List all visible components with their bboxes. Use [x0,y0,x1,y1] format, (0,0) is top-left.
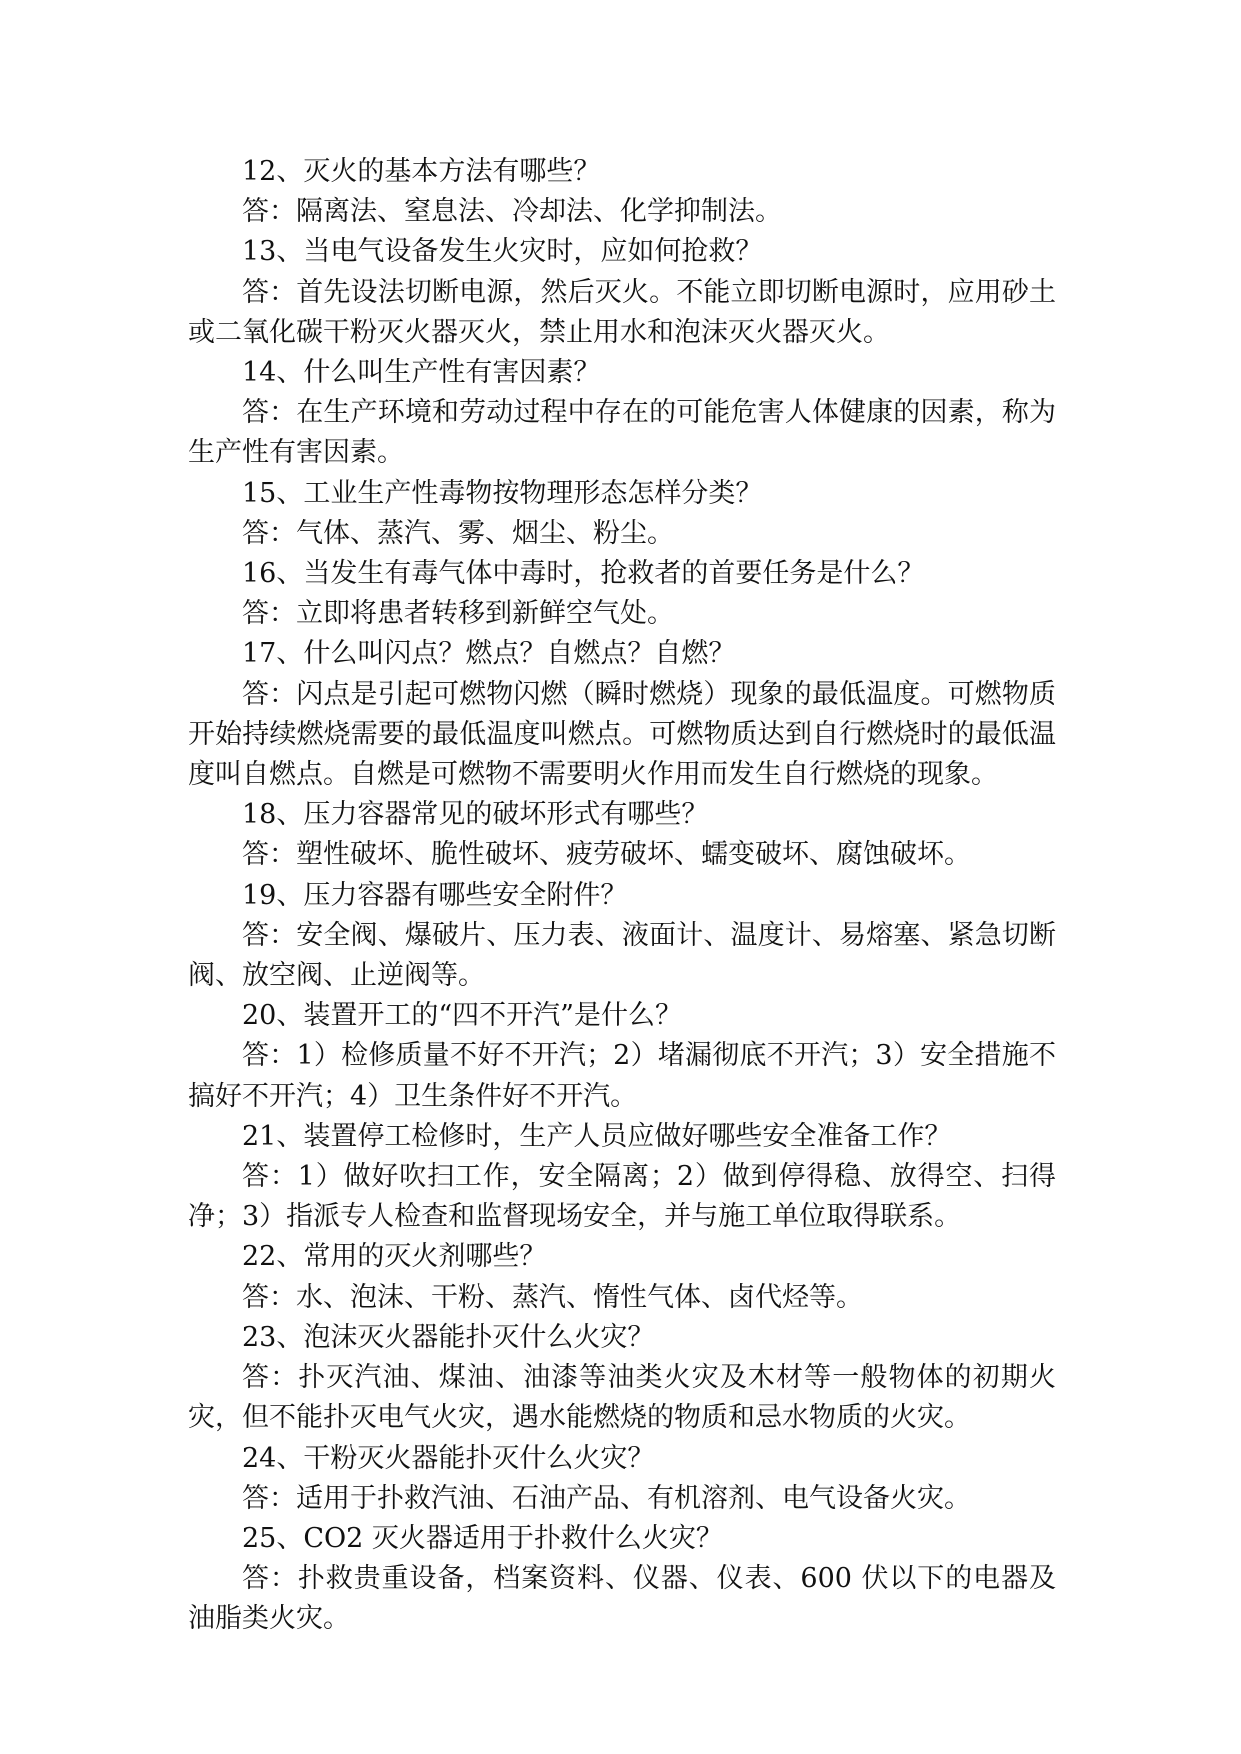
question-22: 22、常用的灭火剂哪些？ [242,1241,547,1273]
document-body [188,152,1056,1640]
question-15: 15、工业生产性毒物按物理形态怎样分类？ [242,477,763,509]
answer-18: 答：塑性破坏、脆性破坏、疲劳破坏、蠕变破坏、腐蚀破坏。 [242,839,971,871]
answer-21: 答：1）做好吹扫工作，安全隔离；2）做到停得稳、放得空、扫得净；3）指派专人检查和监督现场安全，并与施工单位取得联系。 [188,1161,1056,1233]
answer-22: 答：水、泡沫、干粉、蒸汽、惰性气体、卤代烃等。 [242,1281,863,1313]
question-14: 14、什么叫生产性有害因素？ [242,357,601,389]
answer-19: 答：安全阀、爆破片、压力表、液面计、温度计、易熔塞、紧急切断阀、放空阀、止逆阀等。 [188,919,1056,992]
answer-23: 答：扑灭汽油、煤油、油漆等油类火灾及木材等一般物体的初期火灾，但不能扑灭电气火灾，遇水能燃烧的物质和忌水物质的火灾。 [188,1362,1056,1434]
question-19: 19、压力容器有哪些安全附件？ [242,879,628,911]
answer-20: 答：1）检修质量不好不开汽；2）堵漏彻底不开汽；3）安全措施不搞好不开汽；4）卫生条件好不开汽。 [188,1040,1056,1112]
question-24: 24、干粉灭火器能扑灭什么火灾？ [242,1442,655,1474]
question-25: 25、CO2 灭火器适用于扑救什么火灾？ [242,1522,723,1554]
question-16: 16、当发生有毒气体中毒时，抢救者的首要任务是什么？ [242,558,925,590]
question-20: 20、装置开工的“四不开汽”是什么？ [242,1000,682,1032]
question-21: 21、装置停工检修时，生产人员应做好哪些安全准备工作？ [242,1120,952,1152]
answer-17: 答：闪点是引起可燃物闪燃（瞬时燃烧）现象的最低温度。可燃物质开始持续燃烧需要的最低温度叫燃点。可燃物质达到自行燃烧时的最低温度叫自燃点。自燃是可燃物不需要明火作用而发生自行燃烧的现象。 [188,678,1056,791]
answer-14: 答：在生产环境和劳动过程中存在的可能危害人体健康的因素，称为生产性有害因素。 [188,397,1056,469]
question-23: 23、泡沫灭火器能扑灭什么火灾？ [242,1321,655,1353]
answer-15: 答：气体、蒸汽、雾、烟尘、粉尘。 [242,517,674,549]
answer-12: 答：隔离法、窒息法、冷却法、化学抑制法。 [242,196,782,228]
answer-16: 答：立即将患者转移到新鲜空气处。 [242,598,674,630]
answer-25: 答：扑救贵重设备，档案资料、仪器、仪表、600 伏以下的电器及油脂类火灾。 [188,1563,1056,1635]
question-17: 17、什么叫闪点？燃点？自燃点？自燃？ [242,638,736,670]
answer-24: 答：适用于扑救汽油、石油产品、有机溶剂、电气设备火灾。 [242,1482,971,1514]
question-12: 12、灭火的基本方法有哪些？ [242,156,601,187]
question-13: 13、当电气设备发生火灾时，应如何抢救？ [242,236,763,268]
question-18: 18、压力容器常见的破坏形式有哪些？ [242,799,709,831]
answer-13: 答：首先设法切断电源，然后灭火。不能立即切断电源时，应用砂土或二氧化碳干粉灭火器灭火，禁止用水和泡沫灭火器灭火。 [188,276,1056,348]
